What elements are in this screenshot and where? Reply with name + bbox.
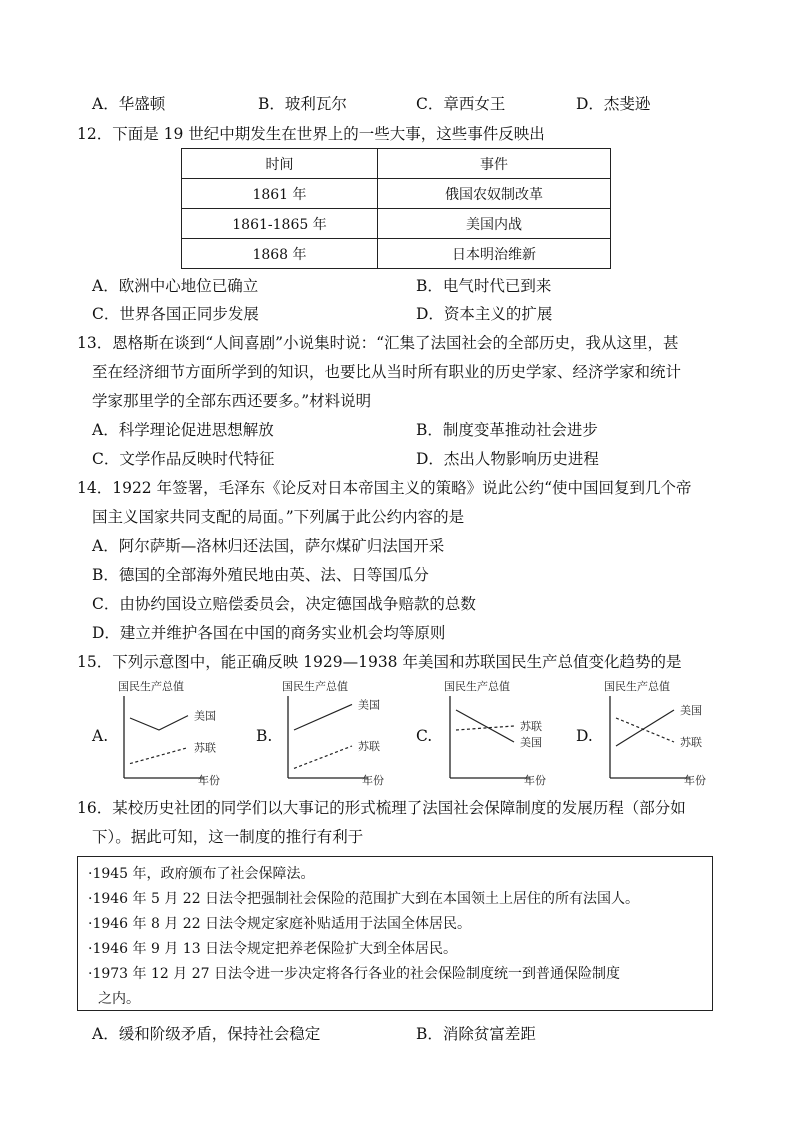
series-label: 苏联 xyxy=(194,741,216,755)
q13-stem-line-1: 13．恩格斯在谈到“人间喜剧”小说集时说：“汇集了法国社会的全部历史，我从这里，甚 xyxy=(77,334,679,352)
q11-option-d: D．杰斐逊 xyxy=(576,95,651,113)
chart-option-letter-b: B. xyxy=(256,727,273,745)
series-line-ussr xyxy=(294,746,352,768)
q14-option-b: B．德国的全部海外殖民地由英、法、日等国瓜分 xyxy=(92,566,429,584)
table-cell: 1861 年 xyxy=(182,179,378,209)
table-header-event: 事件 xyxy=(378,149,611,179)
chronicle-item: ·1946 年 8 月 22 日法令规定家庭补贴适用于法国全体居民。 xyxy=(88,916,472,932)
x-axis-label: 年份 xyxy=(524,774,546,787)
series-label: 美国 xyxy=(680,704,702,717)
series-label: 美国 xyxy=(358,698,380,712)
series-line-usa xyxy=(294,704,352,730)
chart-option-letter-a: A. xyxy=(92,727,109,745)
q14-option-a: A．阿尔萨斯—洛林归还法国，萨尔煤矿归法国开采 xyxy=(92,537,445,555)
x-axis-label: 年份 xyxy=(362,774,384,787)
q16-chronicle-box xyxy=(77,856,713,1011)
y-axis-label: 国民生产总值 xyxy=(444,680,510,693)
series-label: 苏联 xyxy=(358,740,380,753)
q13-option-a: A．科学理论促进思想解放 xyxy=(92,421,274,439)
series-line-usa xyxy=(130,716,188,730)
chronicle-item: ·1973 年 12 月 27 日法令进一步决定将各行各业的社会保险制度统一到普通保险制度 xyxy=(88,966,620,982)
chronicle-item-continued: 之内。 xyxy=(98,991,140,1007)
q15-stem: 15．下列示意图中，能正确反映 1929—1938 年美国和苏联国民生产总值变化趋势的是 xyxy=(77,653,682,671)
series-label: 苏联 xyxy=(520,720,542,733)
series-line-usa xyxy=(456,710,514,742)
table-cell: 日本明治维新 xyxy=(378,239,611,269)
q14-option-c: C．由协约国设立赔偿委员会，决定德国战争赔款的总数 xyxy=(92,595,476,613)
chart-option-letter-d: D. xyxy=(576,727,593,745)
q15-chart-c xyxy=(442,678,562,788)
table-cell: 俄国农奴制改革 xyxy=(378,179,611,209)
y-axis-label: 国民生产总值 xyxy=(282,680,348,693)
series-line-usa xyxy=(616,710,674,746)
table-row xyxy=(182,209,611,239)
q12-option-a: A．欧洲中心地位已确立 xyxy=(92,277,259,295)
q14-stem-line-2: 国主义国家共同支配的局面。”下列属于此公约内容的是 xyxy=(92,508,465,526)
q12-stem: 12．下面是 19 世纪中期发生在世界上的一些大事，这些事件反映出 xyxy=(77,125,545,143)
y-axis-label: 国民生产总值 xyxy=(118,680,184,693)
q16-stem-line-2: 下）。据此可知，这一制度的推行有利于 xyxy=(92,828,364,846)
x-axis-label: 年份 xyxy=(684,774,706,787)
table-cell: 美国内战 xyxy=(378,209,611,239)
q11-option-c: C．章西女王 xyxy=(416,95,506,113)
q12-events-table xyxy=(181,148,611,269)
table-header-time: 时间 xyxy=(182,149,378,179)
table-cell: 1861-1865 年 xyxy=(182,209,378,239)
q12-option-c: C．世界各国正同步发展 xyxy=(92,305,259,323)
y-axis-label: 国民生产总值 xyxy=(604,680,670,693)
q13-stem-line-2: 至在经济细节方面所学到的知识，也要比从当时所有职业的历史学家、经济学家和统计 xyxy=(92,363,682,381)
chart-option-letter-c: C. xyxy=(416,727,433,745)
q13-option-d: D．杰出人物影响历史进程 xyxy=(416,450,599,468)
q13-stem-line-3: 学家那里学的全部东西还要多。”材料说明 xyxy=(92,392,372,410)
q15-chart-a xyxy=(116,678,236,788)
q15-chart-b xyxy=(280,678,400,788)
chronicle-item: ·1945 年，政府颁布了社会保障法。 xyxy=(88,866,315,882)
q14-stem-line-1: 14．1922 年签署，毛泽东《论反对日本帝国主义的策略》说此公约“使中国回复到几个帝 xyxy=(77,479,692,497)
table-row xyxy=(182,179,611,209)
series-line-ussr xyxy=(130,748,188,764)
q13-option-c: C．文学作品反映时代特征 xyxy=(92,450,275,468)
q14-option-d: D．建立并维护各国在中国的商务实业机会均等原则 xyxy=(92,624,446,642)
q12-option-b: B．电气时代已到来 xyxy=(416,277,552,295)
series-line-ussr xyxy=(616,718,674,742)
series-label: 苏联 xyxy=(680,736,702,749)
series-label: 美国 xyxy=(194,709,216,723)
q16-option-a: A．缓和阶级矛盾，保持社会稳定 xyxy=(92,1025,321,1043)
q11-option-b: B．玻利瓦尔 xyxy=(258,95,347,113)
chronicle-item: ·1946 年 9 月 13 日法令规定把养老保险扩大到全体居民。 xyxy=(88,941,458,957)
chronicle-item: ·1946 年 5 月 22 日法令把强制社会保险的范围扩大到在本国领土上居住的所有法国人。 xyxy=(88,891,640,907)
q11-option-a: A．华盛顿 xyxy=(92,95,166,113)
q12-option-d: D．资本主义的扩展 xyxy=(416,305,553,323)
x-axis-label: 年份 xyxy=(198,774,220,787)
q16-stem-line-1: 16．某校历史社团的同学们以大事记的形式梳理了法国社会保障制度的发展历程（部分如 xyxy=(77,799,686,817)
q13-option-b: B．制度变革推动社会进步 xyxy=(416,421,598,439)
series-label: 美国 xyxy=(520,736,542,749)
table-cell: 1868 年 xyxy=(182,239,378,269)
q15-chart-d xyxy=(602,678,722,788)
q16-option-b: B．消除贫富差距 xyxy=(416,1025,536,1043)
table-row xyxy=(182,239,611,269)
